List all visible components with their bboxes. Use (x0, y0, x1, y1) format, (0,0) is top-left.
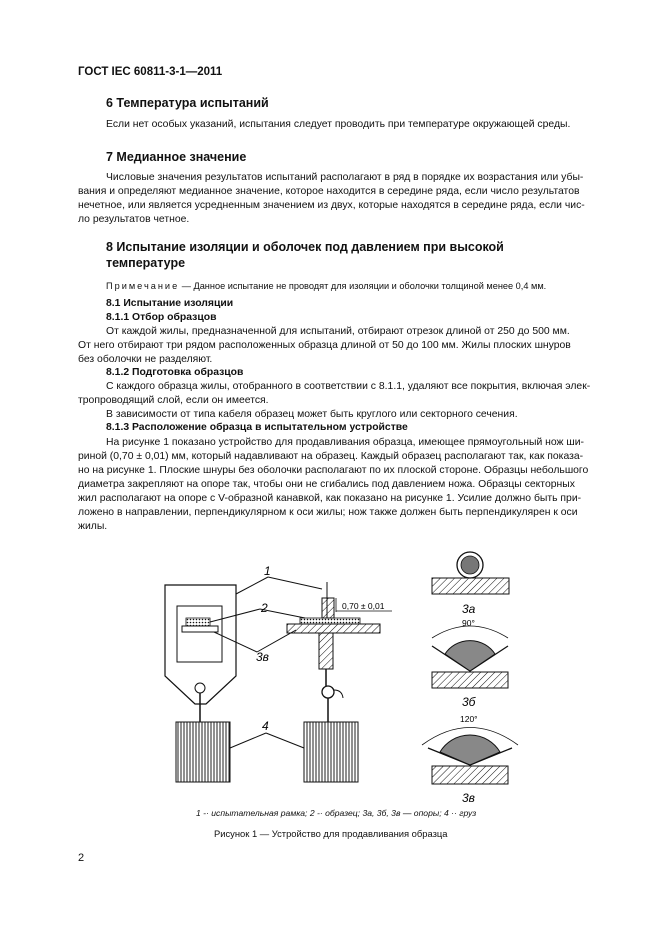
section-7-line-3: нечетное, или является усредненным значением из двух, которые находятся в середине ряда, если чис- (78, 200, 585, 211)
figure-label-4: 4 (262, 719, 269, 733)
leader-4-left (230, 733, 266, 748)
note-text: — Данное испытание не проводят для изоляции и оболочки толщиной менее 0,4 мм. (179, 281, 547, 291)
weight-middle (304, 722, 358, 782)
subsection-8-1-3-line-5: жил располагают на опоре с V-образной канавкой, как показано на рисунке 1. Усилие должно быть при- (78, 493, 582, 504)
leader-2-left (210, 609, 260, 622)
section-8-heading-line-2: температуре (106, 256, 186, 270)
section-8-heading-line-1: 8 Испытание изоляции и оболочек под давлением при высокой (106, 240, 504, 254)
subsection-8-1-heading: 8.1 Испытание изоляции (106, 298, 234, 309)
label-3b: 3б (462, 695, 476, 709)
subsection-8-1-3-line-3: но на рисунке 1. Плоские шнуры без оболочки располагают по их плоской стороне. Образцы небольшого (78, 465, 589, 476)
section-7-line-2: вания и определяют медианное значение, которое находится в середине ряда, если число результатов (78, 186, 580, 197)
section-7-heading: 7 Медианное значение (106, 150, 247, 164)
dimension-text: 0,70 ± 0,01 (342, 601, 385, 611)
subsection-8-1-1-line-2: От него отбирают три рядом расположенных образца длиной от 50 до 100 мм. Жилы плоских шнуров (78, 340, 571, 351)
subsection-8-1-2-line-1: С каждого образца жилы, отобранного в соответствии с 8.1.1, удаляют все покрытия, включая элек- (106, 381, 591, 392)
note-label: Примечание (106, 281, 180, 291)
figure-label-2: 2 (261, 601, 268, 615)
angle-90: 90° (462, 618, 475, 628)
leader-1-frame (236, 577, 268, 594)
section-6-text: Если нет особых указаний, испытания следует проводить при температуре окружающей среды. (106, 119, 571, 130)
subsection-8-1-2-line-2: тропроводящий слой, если он имеется. (78, 395, 269, 406)
subsection-8-1-1-heading: 8.1.1 Отбор образцов (106, 312, 217, 323)
support-3v (422, 728, 518, 785)
label-3v: 3в (462, 791, 475, 805)
subsection-8-1-3-heading: 8.1.3 Расположение образца в испытательном устройстве (106, 422, 408, 433)
angle-120: 120° (460, 714, 478, 724)
subsection-8-1-3-line-7: жилы. (78, 521, 108, 532)
document-header: ГОСТ IEC 60811-3-1—2011 (78, 66, 223, 78)
figure-caption: Рисунок 1 — Устройство для продавливания образца (214, 828, 448, 839)
section-7-line-4: ло результатов четное. (78, 214, 190, 225)
support-3b (432, 626, 508, 688)
section-7-line-1: Числовые значения результатов испытаний располагают в ряд в порядке их возрастания или убы- (106, 172, 584, 183)
page-number: 2 (78, 852, 85, 864)
subsection-8-1-3-line-2: риной (0,70 ± 0,01) мм, который надавливают на образец. Каждый образец располагают так, как показа- (78, 451, 584, 462)
leader-1-rod (268, 577, 322, 589)
support-3a (432, 552, 509, 594)
subsection-8-1-3-line-4: диаметра закрепляют на опоре так, чтобы они не сгибались под давлением ножа. Образцы секторных (78, 479, 575, 490)
subsection-8-1-3-line-6: ложено в направлении, перпендикулярном к оси жилы; нож также должен быть перпендикулярен к оси (78, 507, 578, 518)
section-6-heading: 6 Температура испытаний (106, 96, 269, 110)
figure-label-3v-left: 3в (256, 650, 269, 664)
subsection-8-1-2-heading: 8.1.2 Подготовка образцов (106, 367, 244, 378)
figure-label-1: 1 (264, 564, 271, 578)
subsection-8-1-2-line-3: В зависимости от типа кабеля образец может быть круглого или секторного сечения. (106, 409, 518, 420)
subsection-8-1-1-line-3: без оболочки не разделяют. (78, 354, 213, 365)
subsection-8-1-3-line-1: На рисунке 1 показано устройство для продавливания образца, имеющее прямоугольный нож ши- (106, 437, 584, 448)
subsection-8-1-1-line-1: От каждой жилы, предназначенной для испытаний, отбирают отрезок длиной от 250 до 500 мм. (106, 326, 570, 337)
leader-3v-right (257, 630, 296, 652)
figure-legend: 1 -· испытательная рамка; 2 -· образец; 3а, 3б, 3в — опоры; 4 ·· груз (196, 808, 477, 818)
label-3a: 3а (462, 602, 476, 616)
weight-left (176, 722, 230, 782)
test-frame (165, 585, 236, 722)
leader-4-right (266, 733, 304, 748)
